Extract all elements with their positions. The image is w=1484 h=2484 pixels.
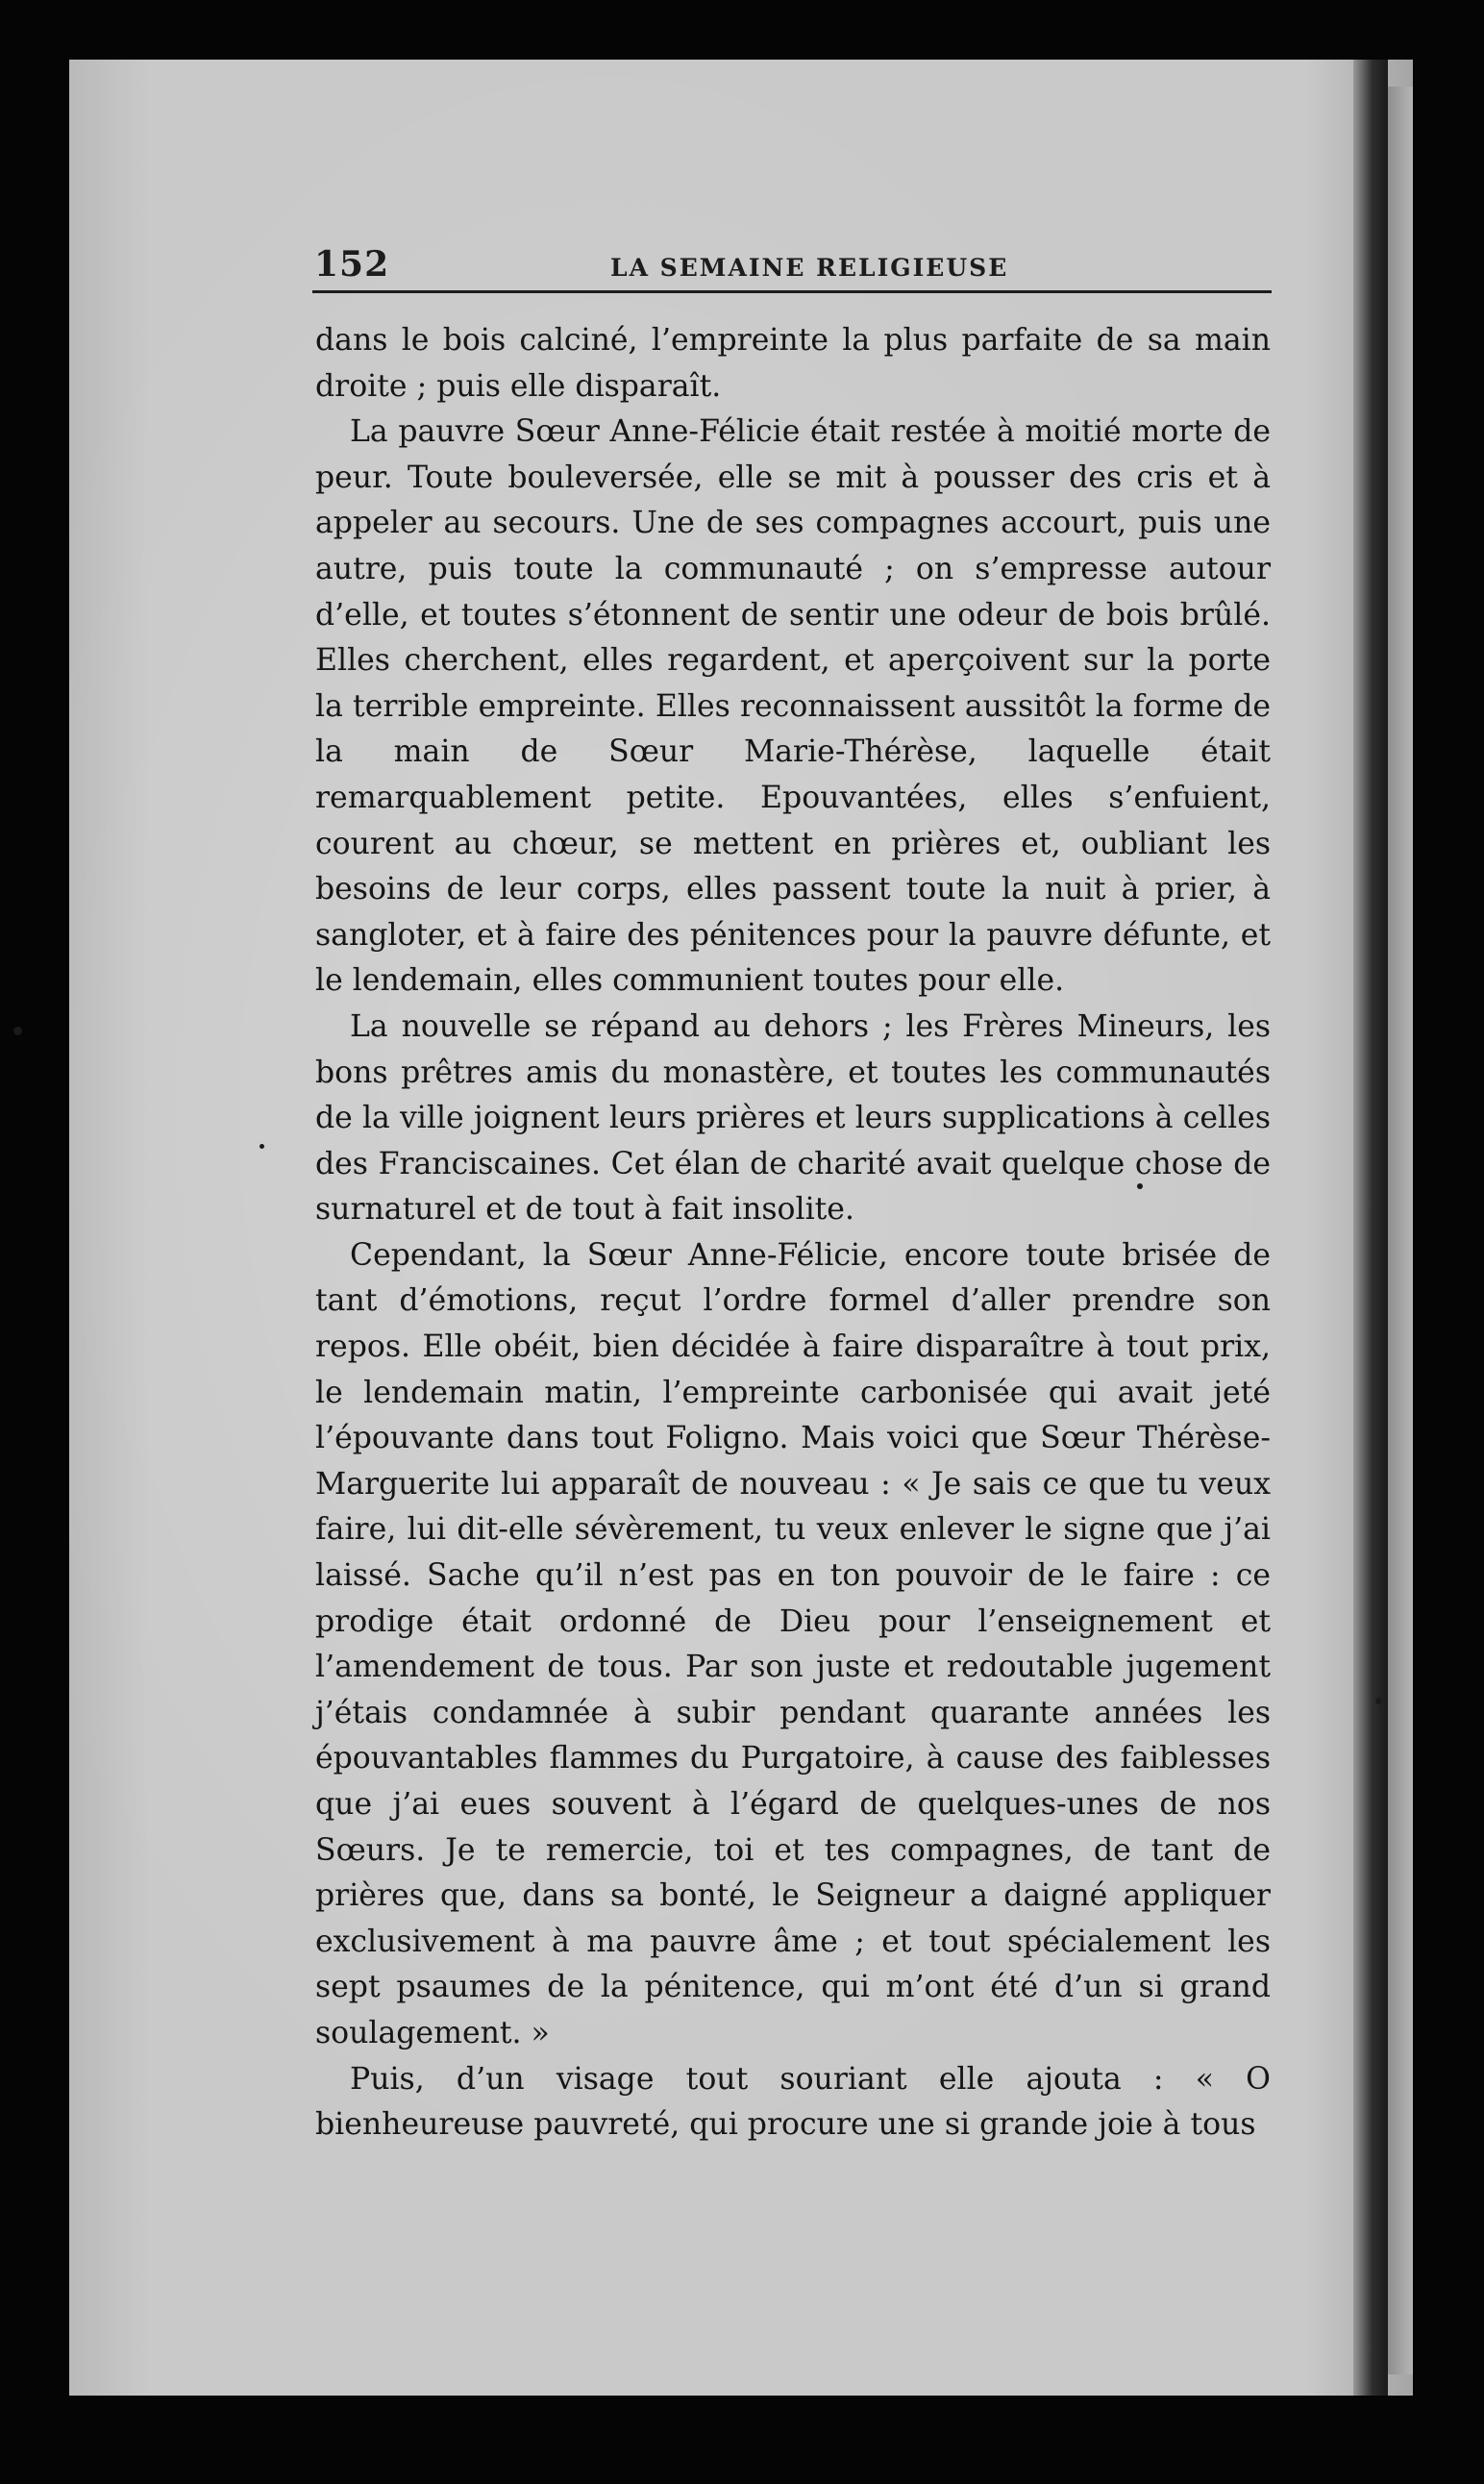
paragraph: Cependant, la Sœur Anne-Félicie, encore toute brisée de tant d’émotions, reçut l’ordre formel d’aller prendre son repos. Elle obéit, bien décidée à faire disparaître à tout prix, le lendemain matin, l’empreinte carbonisée qui avait jeté l’épouvante dans tout Foligno. Mais voici que Sœur Thérèse-Marguerite lui apparaît de nouveau : « Je sais ce que tu veux faire, lui dit-elle sévèrement, tu veux enlever le signe que j’ai laissé. Sache qu’il n’est pas en ton pouvoir de le faire : ce prodige était ordonné de Dieu pour l’enseignement et l’amendement de tous. Par son juste et redoutable jugement j’étais condamnée à subir pendant quarante années les épouvantables flammes du Purgatoire, à cause des faiblesses que j’ai eues souvent à l’égard de quelques-unes de nos Sœurs. Je te remercie, toi et tes compagnes, de tant de prières que, dans sa bonté, le Seigneur a daigné appliquer exclusivement à ma pauvre âme ; et tout spécialement les sept psaumes de la pénitence, qui m’ont été d’un si grand soulagement. » [315,1237,1271,2050]
paragraph: Puis, d’un visage tout souriant elle ajouta : « O bienheureuse pauvreté, qui procure une si grande joie à tous [315,2061,1271,2143]
binding-gutter-shadow [1353,60,1388,2396]
scan-speck [13,1027,22,1035]
body-text [315,318,1271,2149]
page-number: 152 [314,244,390,285]
scan-speck [1375,1698,1382,1704]
scan-speck [260,1144,264,1149]
running-title: LA SEMAINE RELIGIEUSE [610,254,1009,282]
paragraph: La nouvelle se répand au dehors ; les Frères Mineurs, les bons prêtres amis du monastère, et toutes les communautés de la ville joignent leurs prières et leurs supplications à celles des Franciscaines. Cet élan de charité avait quelque chose de surnaturel et de tout à fait insolite. [315,1008,1271,1228]
paragraph: La pauvre Sœur Anne-Félicie était restée à moitié morte de peur. Toute bouleversée, elle se mit à pousser des cris et à appeler au secours. Une de ses compagnes accourt, puis une autre, puis toute la communauté ; on s’empresse autour d’elle, et toutes s’étonnent de sentir une odeur de bois brûlé. Elles cherchent, elles regardent, et aperçoivent sur la porte la terrible empreinte. Elles reconnaissent aussitôt la forme de la main de Sœur Marie-Thérèse, laquelle était remarquablement petite. Epouvantées, elles s’enfuient, courent au chœur, se mettent en prières et, oubliant les besoins de leur corps, elles passent toute la nuit à prier, à sangloter, et à faire des pénitences pour la pauvre défunte, et le lendemain, elles communient toutes pour elle. [315,414,1271,999]
adjacent-page-edge [1388,87,1413,2374]
paragraph: dans le bois calciné, l’empreinte la plus parfaite de sa main droite ; puis elle disparaît. [315,323,1271,404]
page-header [312,244,1272,293]
